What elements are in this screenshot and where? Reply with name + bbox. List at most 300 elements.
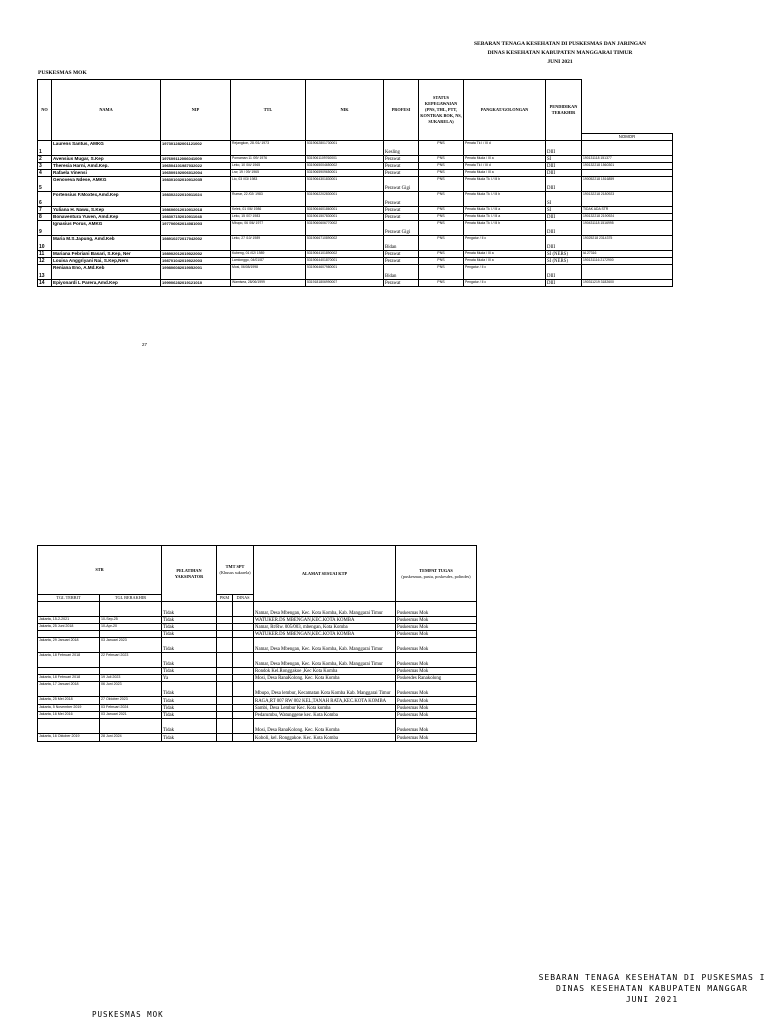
cell-dinas — [233, 638, 254, 653]
cell-status: PNS — [419, 156, 464, 163]
cell-alamat: Rondok Kel.Ronggakoe ,Kec Kota Komba — [254, 668, 396, 675]
cell-pelatihan: Ya — [162, 675, 217, 682]
cell-alamat: Namar, Rt/Rw. 005/003, mbengan, Kota Komba — [254, 624, 396, 631]
cell-nama: Epiyonardi L Parera,Amd.Kep — [52, 280, 161, 287]
cell-nip: 198301032010012035 — [161, 177, 231, 192]
table-row — [38, 705, 477, 712]
cell-no: 11 — [38, 251, 52, 258]
cell-pkm — [217, 638, 233, 653]
cell-pendidikan: DIII — [546, 170, 582, 177]
cell-status: PNS — [419, 170, 464, 177]
col-status: STATUS KEPEGAWAIAN (PNS, THL, PTT, KONTRAK BOK, NS, SUKARELA) — [419, 80, 464, 141]
cell-no: 6 — [38, 192, 52, 207]
cell-nik: 5319060606770002 — [306, 221, 384, 236]
cell-ttl: Leko, 27 /10/ 1989 — [231, 236, 306, 251]
cell-no: 4 — [38, 170, 52, 177]
cell-alamat: Mosi, Desa RanaKolong. Kec. Kota Komba — [254, 675, 396, 682]
cell-berakhir: 28 Juni 2024 — [100, 734, 162, 742]
cell-nomor — [582, 170, 673, 177]
cell-pendidikan: DIII — [546, 214, 582, 221]
cell-nik: 5319061109760001 — [306, 156, 384, 163]
cell-alamat: WATUKER.DS MBENGAN,KEC.KOTA KOMBA — [254, 617, 396, 624]
tmt-spt-label: TMT SPT — [225, 564, 245, 569]
cell-alamat: Namar, Desa Mbengan, Kec. Kota Komba, Kab. Manggarai Timur — [254, 638, 396, 653]
cell-pangkat: Penata Tk I / III d — [464, 141, 546, 156]
cell-status: PNS — [419, 214, 464, 221]
table-row — [38, 697, 477, 705]
col-nip: NIP — [161, 80, 231, 141]
cell-alamat: Namar, Desa Mbengan, Kec. Kota Komba, Kab. Manggarai Timur — [254, 653, 396, 668]
cell-berakhir: 03 Januari 2023 — [100, 638, 162, 653]
cell-pelatihan: Tidak — [162, 719, 217, 734]
cell-berakhir: 22 Februari 2023 — [100, 653, 162, 668]
col-pkm: PKM — [217, 595, 233, 602]
cell-tempat: Puskesmas Mok — [396, 602, 477, 617]
cell-no: 10 — [38, 236, 52, 251]
cell-nama: Louisa Anggriyani Nai, S.Kep,Ners — [52, 258, 161, 265]
cell-tempat: Poskesdes Ranakolong — [396, 675, 477, 682]
cell-terbit: Jakarta, 25 Mei 2018 — [38, 697, 100, 705]
cell-dinas — [233, 668, 254, 675]
cell-terbit: Jakarta, 25 Juni 2018 — [38, 624, 100, 631]
cell-tempat: Puskesmas Mok — [396, 734, 477, 742]
table-row — [38, 251, 673, 258]
cell-tempat: Puskesmas Mok — [396, 653, 477, 668]
cell-ttl: Kelek, 01 /06/ 1986 — [231, 207, 306, 214]
cell-nik: 5319065909650001 — [306, 170, 384, 177]
cell-profesi: Bidan — [384, 236, 419, 251]
cell-berakhir: 03 Februari 2024 — [100, 705, 162, 712]
table-row — [38, 163, 673, 170]
cell-no: 14 — [38, 280, 52, 287]
cell-nik: 5319064607980001 — [306, 265, 384, 280]
cell-dinas — [233, 653, 254, 668]
cell-berakhir: 10-Sep-25 — [100, 617, 162, 624]
cell-pangkat: Penata Muda Tk I / III b — [464, 221, 546, 236]
cell-pelatihan: Tidak — [162, 624, 217, 631]
cell-status: PNS — [419, 207, 464, 214]
table-row — [38, 156, 673, 163]
cell-pendidikan: SI — [546, 192, 582, 207]
cell-nomor: 190132218 2190924 — [582, 214, 673, 221]
cell-status: PNS — [419, 265, 464, 280]
cell-nomor: 190132218 2180923 — [582, 192, 673, 207]
cell-ttl: Pomaman 11 /09/ 1976 — [231, 156, 306, 163]
cell-profesi: Perawat — [384, 214, 419, 221]
cell-profesi: Kesling — [384, 141, 419, 156]
cell-nomor: 190431118 1516995 — [582, 221, 673, 236]
cell-alamat: Koboli, kel. Ronggakoe. Kec. Kota Komba — [254, 734, 396, 742]
table-row — [38, 734, 477, 742]
cell-pangkat: Penata Muda / III a — [464, 251, 546, 258]
cell-pelatihan: Tidak — [162, 617, 217, 624]
cell-pelatihan: Tidak — [162, 602, 217, 617]
cell-nip: 198606012010012018 — [161, 207, 231, 214]
table-row — [38, 207, 673, 214]
cell-nomor: 190052218 1516859 — [582, 177, 673, 192]
cell-pelatihan: Tidak — [162, 631, 217, 638]
cell-terbit: Jakarta, 17 Januari 2018 — [38, 682, 100, 697]
cell-pendidikan: SI (NERS) — [546, 251, 582, 258]
col-pangkat: PANGKAT/GOLONGAN — [464, 80, 546, 141]
cell-nomor — [582, 265, 673, 280]
cell-status: PNS — [419, 192, 464, 207]
footer-agency: DINAS KESEHATAN KABUPATEN MANGGAR — [556, 984, 748, 993]
col-dinas: DINAS — [233, 595, 254, 602]
tempat-label: TEMPAT TUGAS — [419, 567, 453, 573]
cell-dinas — [233, 697, 254, 705]
cell-alamat: WATUKER.DS MBENGAN,KEC.KOTA KOMBA — [254, 631, 396, 638]
cell-pkm — [217, 734, 233, 742]
cell-nip: 197706062014081003 — [161, 221, 231, 236]
cell-berakhir: 03 Januari 2021 — [100, 712, 162, 719]
cell-nama: Fortensius F.Moxtex,Amd.Kep — [52, 192, 161, 207]
cell-ttl: Rejangkon, 28 /01/ 1973 — [231, 141, 306, 156]
cell-berakhir — [100, 668, 162, 675]
cell-dinas — [233, 602, 254, 617]
col-pelatihan: PELATIHAN YAKSINATOR — [162, 546, 217, 602]
cell-no: 5 — [38, 177, 52, 192]
cell-nomor: 190132218 1560301 — [582, 163, 673, 170]
cell-nama: Rafaela Vinensi — [52, 170, 161, 177]
cell-pelatihan: Tidak — [162, 697, 217, 705]
cell-dinas — [233, 712, 254, 719]
cell-status: PNS — [419, 177, 464, 192]
cell-nik: 5319064101890002 — [306, 251, 384, 258]
cell-nik: 5319064601860001 — [306, 207, 384, 214]
cell-pkm — [217, 653, 233, 668]
table-row — [38, 653, 477, 668]
col-tmt-spt — [217, 546, 254, 595]
cell-pendidikan: SI — [546, 156, 582, 163]
col-tempat — [396, 546, 477, 602]
cell-berakhir: 10-Apr-20 — [100, 624, 162, 631]
cell-nomor: 19025218 2314375 — [582, 236, 673, 251]
header-period: JUNI 2021 — [547, 59, 573, 65]
cell-status: PNS — [419, 258, 464, 265]
cell-ttl: Rumar, 22 /02/ 1983 — [231, 192, 306, 207]
table-row — [38, 221, 673, 236]
table-row — [38, 668, 477, 675]
cell-pendidikan: SI — [546, 207, 582, 214]
col-ttl: TTL — [231, 80, 306, 141]
col-tgl-terbit: TGL TERBIT — [38, 595, 100, 602]
cell-berakhir: 27 Oktober 2023 — [100, 697, 162, 705]
cell-pkm — [217, 705, 233, 712]
cell-status: PNS — [419, 163, 464, 170]
cell-ttl: Leko, 15 /07/ 1983 — [231, 214, 306, 221]
col-pendidikan: PENDIDIKAN TERAKHIR — [546, 80, 582, 141]
cell-alamat: Namar, Desa Mbengan, Kec. Kota Komba, Kab. Manggarai Timur — [254, 602, 396, 617]
cell-nik: 5319064301830001 — [306, 177, 384, 192]
page-number: 27 — [142, 342, 148, 347]
cell-no: 12 — [38, 258, 52, 265]
cell-pangkat: Penata Muda Tk I / III a — [464, 207, 546, 214]
table-row — [38, 258, 673, 265]
cell-terbit — [38, 631, 100, 638]
cell-profesi: Perawat — [384, 258, 419, 265]
cell-pangkat: Penata Muda / III a — [464, 156, 546, 163]
tempat-note: (puskesmas, pustu, poskesdes, polindes) — [401, 573, 471, 579]
cell-tempat: Puskesmas Mok — [396, 624, 477, 631]
cell-tempat: Puskesmas Mok — [396, 682, 477, 697]
cell-nik: 5319064401870001 — [306, 258, 384, 265]
cell-nip: 198302222010011024 — [161, 192, 231, 207]
cell-pkm — [217, 624, 233, 631]
col-profesi: PROFESI — [384, 80, 419, 141]
staff-table — [37, 79, 673, 287]
cell-nip: 197609112006041009 — [161, 156, 231, 163]
cell-pkm — [217, 617, 233, 624]
cell-status: PNS — [419, 251, 464, 258]
table-row — [38, 624, 477, 631]
cell-berakhir — [100, 602, 162, 617]
table-row — [38, 712, 477, 719]
cell-terbit — [38, 668, 100, 675]
table-row — [38, 141, 673, 156]
col-nik: NIK — [306, 80, 384, 141]
cell-status: PNS — [419, 236, 464, 251]
cell-ttl: Mosi, 06/08/1998 — [231, 265, 306, 280]
cell-dinas — [233, 705, 254, 712]
table-row — [38, 177, 673, 192]
cell-pangkat: Penata Tk I / III d — [464, 163, 546, 170]
cell-nip: 198902012019022002 — [161, 251, 231, 258]
cell-pkm — [217, 682, 233, 697]
col-tgl-berakhir: TGL BERAKHIR — [100, 595, 162, 602]
table-row — [38, 682, 477, 697]
cell-nama: Mariana Febriani Basari, S.Kep, Ner — [52, 251, 161, 258]
cell-nip: 198910272017042002 — [161, 236, 231, 251]
cell-profesi: Perawat — [384, 170, 419, 177]
cell-berakhir: 19 Juli 2023 — [100, 675, 162, 682]
cell-pelatihan: Tidak — [162, 638, 217, 653]
cell-nik: 5319062202830001 — [306, 192, 384, 207]
cell-berakhir — [100, 631, 162, 638]
cell-pendidikan: DIII — [546, 236, 582, 251]
cell-dinas — [233, 675, 254, 682]
cell-pkm — [217, 712, 233, 719]
table-row — [38, 214, 673, 221]
col-alamat: ALAMAT SESUAI KTP — [254, 546, 396, 602]
table-row — [38, 236, 673, 251]
cell-pangkat: Penata Muda / III a — [464, 170, 546, 177]
table-row — [38, 719, 477, 734]
cell-profesi: Perawat Gigi — [384, 221, 419, 236]
cell-nik: 5319061507830001 — [306, 214, 384, 221]
cell-pkm — [217, 602, 233, 617]
unit-label: PUSKESMAS MOK — [38, 70, 87, 76]
tmt-spt-note: (Khusus sukarela) — [219, 570, 251, 575]
table-row — [38, 675, 477, 682]
cell-nomor: 190131116 2172900 — [582, 258, 673, 265]
cell-pangkat: Pengatur / II c — [464, 280, 546, 287]
cell-nama: Ignasius Porus, AMKG — [52, 221, 161, 236]
cell-alamat: Sambi, Desa Lembur Kec. Kota komba — [254, 705, 396, 712]
cell-status: PNS — [419, 280, 464, 287]
cell-dinas — [233, 719, 254, 734]
table-row — [38, 170, 673, 177]
cell-tempat: Puskesmas Mok — [396, 719, 477, 734]
cell-pelatihan: Tidak — [162, 682, 217, 697]
cell-nip: 196509192006012004 — [161, 170, 231, 177]
cell-terbit: Jakarta, 29 Januari 2018 — [38, 638, 100, 653]
cell-pkm — [217, 719, 233, 734]
cell-nomor: TIDAK ADA STR — [582, 207, 673, 214]
cell-alamat: Mosi, Desa RanaKolong. Kec. Kota Komba — [254, 719, 396, 734]
cell-nama: Laurens Santus, AMKG — [52, 141, 161, 156]
cell-pkm — [217, 668, 233, 675]
cell-profesi: Perawat — [384, 192, 419, 207]
cell-nik: 5319062801730001 — [306, 141, 384, 156]
cell-no: 9 — [38, 221, 52, 236]
cell-nomor — [582, 141, 673, 156]
header-agency: DINAS KESEHATAN KABUPATEN MANGGARAI TIMUR — [487, 50, 633, 56]
cell-pangkat: Penata Muda Tk I / III b — [464, 192, 546, 207]
cell-tempat: Puskesmas Mok — [396, 668, 477, 675]
cell-pangkat: Pengatur / II c — [464, 236, 546, 251]
cell-alamat: Mbupo, Desa lembur, Kecamatan Kota Komba Kab. Manggarai Timur — [254, 682, 396, 697]
col-nama: NAMA — [52, 80, 161, 141]
cell-nama: Bonaventura Yuven, Amd.Kep — [52, 214, 161, 221]
cell-no: 7 — [38, 207, 52, 214]
cell-ttl: Leko, 10 /04/ 1965 — [231, 163, 306, 170]
cell-nik: 5319181806990007 — [306, 280, 384, 287]
cell-profesi: Perawat Gigi — [384, 177, 419, 192]
cell-dinas — [233, 624, 254, 631]
cell-status: PNS — [419, 221, 464, 236]
header-title: SEBARAN TENAGA KESEHATAN DI PUSKESMAS DAN JARINGAN — [473, 41, 647, 47]
cell-nama: Reniana Eno, A.Md.Keb — [52, 265, 161, 280]
cell-ttl: Lamlonggo, 04/01/87 — [231, 258, 306, 265]
col-nomor: NOMOR — [582, 134, 673, 141]
cell-pendidikan: DIII — [546, 177, 582, 192]
cell-profesi: Perawat — [384, 207, 419, 214]
cell-nama: Theresia Harni, Amd.Kep. — [52, 163, 161, 170]
cell-pendidikan: DIII — [546, 221, 582, 236]
cell-dinas — [233, 631, 254, 638]
footer-header — [536, 972, 768, 1005]
cell-pelatihan: Tidak — [162, 668, 217, 675]
footer-title: SEBARAN TENAGA KESEHATAN DI PUSKESMAS I — [538, 973, 766, 982]
cell-nip: 197301282001121002 — [161, 141, 231, 156]
cell-no: 13 — [38, 265, 52, 280]
cell-nomor: 190131118 151377 — [582, 156, 673, 163]
cell-alamat: RAGA,RT 007 RW 002 KEL,TANAH RATA,KEC.KOTA KOMBA — [254, 697, 396, 705]
cell-no: 3 — [38, 163, 52, 170]
cell-tempat: Puskesmas Mok — [396, 697, 477, 705]
report-header — [430, 40, 690, 67]
cell-terbit — [38, 602, 100, 617]
cell-status: PNS — [419, 141, 464, 156]
cell-no: 2 — [38, 156, 52, 163]
cell-profesi: Bidan — [384, 265, 419, 280]
table-row — [38, 602, 477, 617]
cell-ttl: Lio, 03 /03/ 1983 — [231, 177, 306, 192]
cell-nama: Yuliana H. Nawu, S.Kep — [52, 207, 161, 214]
cell-nik: 5319066710890002 — [306, 236, 384, 251]
cell-terbit: Jakarta, 16 Mei 2016 — [38, 712, 100, 719]
cell-dinas — [233, 734, 254, 742]
col-no: NO — [38, 80, 52, 141]
cell-pelatihan: Tidak — [162, 705, 217, 712]
cell-pendidikan: DIII — [546, 265, 582, 280]
table-row — [38, 617, 477, 624]
cell-pendidikan: DIII — [546, 141, 582, 156]
col-str-spacer — [582, 80, 673, 134]
cell-alamat: Pedarumbu, Watunggene kec. Kota Komba — [254, 712, 396, 719]
cell-profesi: Perawat — [384, 251, 419, 258]
cell-pangkat: Penata Muda Tk I / III b — [464, 177, 546, 192]
cell-ttl: Lrw, 19 / 09/ 1965 — [231, 170, 306, 177]
cell-dinas — [233, 682, 254, 697]
cell-nip: 196504101987032022 — [161, 163, 231, 170]
cell-ttl: Kubeng, 01 /02/ 1989 — [231, 251, 306, 258]
cell-nip: 199906282019121010 — [161, 280, 231, 287]
cell-nip: 198307152010011048 — [161, 214, 231, 221]
cell-nama: Genoveva Ndese, AMKG — [52, 177, 161, 192]
col-str: STR — [38, 546, 162, 595]
cell-ttl: Mbupo, 06 /06/ 1977 — [231, 221, 306, 236]
cell-nomor: 190311219 3182600 — [582, 280, 673, 287]
cell-dinas — [233, 617, 254, 624]
cell-pangkat: Penata Muda Tk I / III a — [464, 214, 546, 221]
cell-pendidikan: SI (NERS) — [546, 258, 582, 265]
cell-pelatihan: Tidak — [162, 653, 217, 668]
cell-tempat: Puskesmas Mok — [396, 631, 477, 638]
cell-pelatihan: Tidak — [162, 712, 217, 719]
cell-nomor: IA 27316 — [582, 251, 673, 258]
footer-unit: PUSKESMAS MOK — [92, 1010, 164, 1019]
table-row — [38, 638, 477, 653]
str-table — [37, 545, 477, 742]
cell-nama: Maria M.S.Japung, Amd.Keb — [52, 236, 161, 251]
cell-terbit: Jakarta, 18 Februari 2018 — [38, 653, 100, 668]
cell-profesi: Perawat — [384, 280, 419, 287]
cell-tempat: Puskesmas Mok — [396, 712, 477, 719]
cell-nama: Avensius Mugar, S.Kep — [52, 156, 161, 163]
cell-tempat: Puskesmas Mok — [396, 705, 477, 712]
cell-terbit: Jakarta, 15-2-2021 — [38, 617, 100, 624]
cell-no: 8 — [38, 214, 52, 221]
cell-terbit: Jakarta, 18 Februari 2018 — [38, 675, 100, 682]
cell-terbit — [38, 719, 100, 734]
cell-pangkat: Penata Muda / III a — [464, 258, 546, 265]
cell-pendidikan: DIII — [546, 280, 582, 287]
cell-nip: 198701042019022003 — [161, 258, 231, 265]
cell-pkm — [217, 631, 233, 638]
cell-tempat: Puskesmas Mok — [396, 638, 477, 653]
table-row — [38, 265, 673, 280]
cell-pelatihan: Tidak — [162, 734, 217, 742]
cell-no: 1 — [38, 141, 52, 156]
cell-berakhir: 06 Juni 2023 — [100, 682, 162, 697]
cell-berakhir — [100, 719, 162, 734]
cell-pangkat: Pengatur / II c — [464, 265, 546, 280]
cell-pkm — [217, 675, 233, 682]
table-row — [38, 631, 477, 638]
cell-pkm — [217, 697, 233, 705]
cell-terbit: Jakarta, 5 November 2019 — [38, 705, 100, 712]
cell-pendidikan: DIII — [546, 163, 582, 170]
cell-profesi: Perawat — [384, 163, 419, 170]
table-row — [38, 280, 673, 287]
cell-profesi: Perawat — [384, 156, 419, 163]
cell-tempat: Puskesmas Mok — [396, 617, 477, 624]
cell-nip: 199806082019052001 — [161, 265, 231, 280]
cell-nik: 5319065004650002 — [306, 163, 384, 170]
cell-ttl: Wamisea, 28/06/1999 — [231, 280, 306, 287]
